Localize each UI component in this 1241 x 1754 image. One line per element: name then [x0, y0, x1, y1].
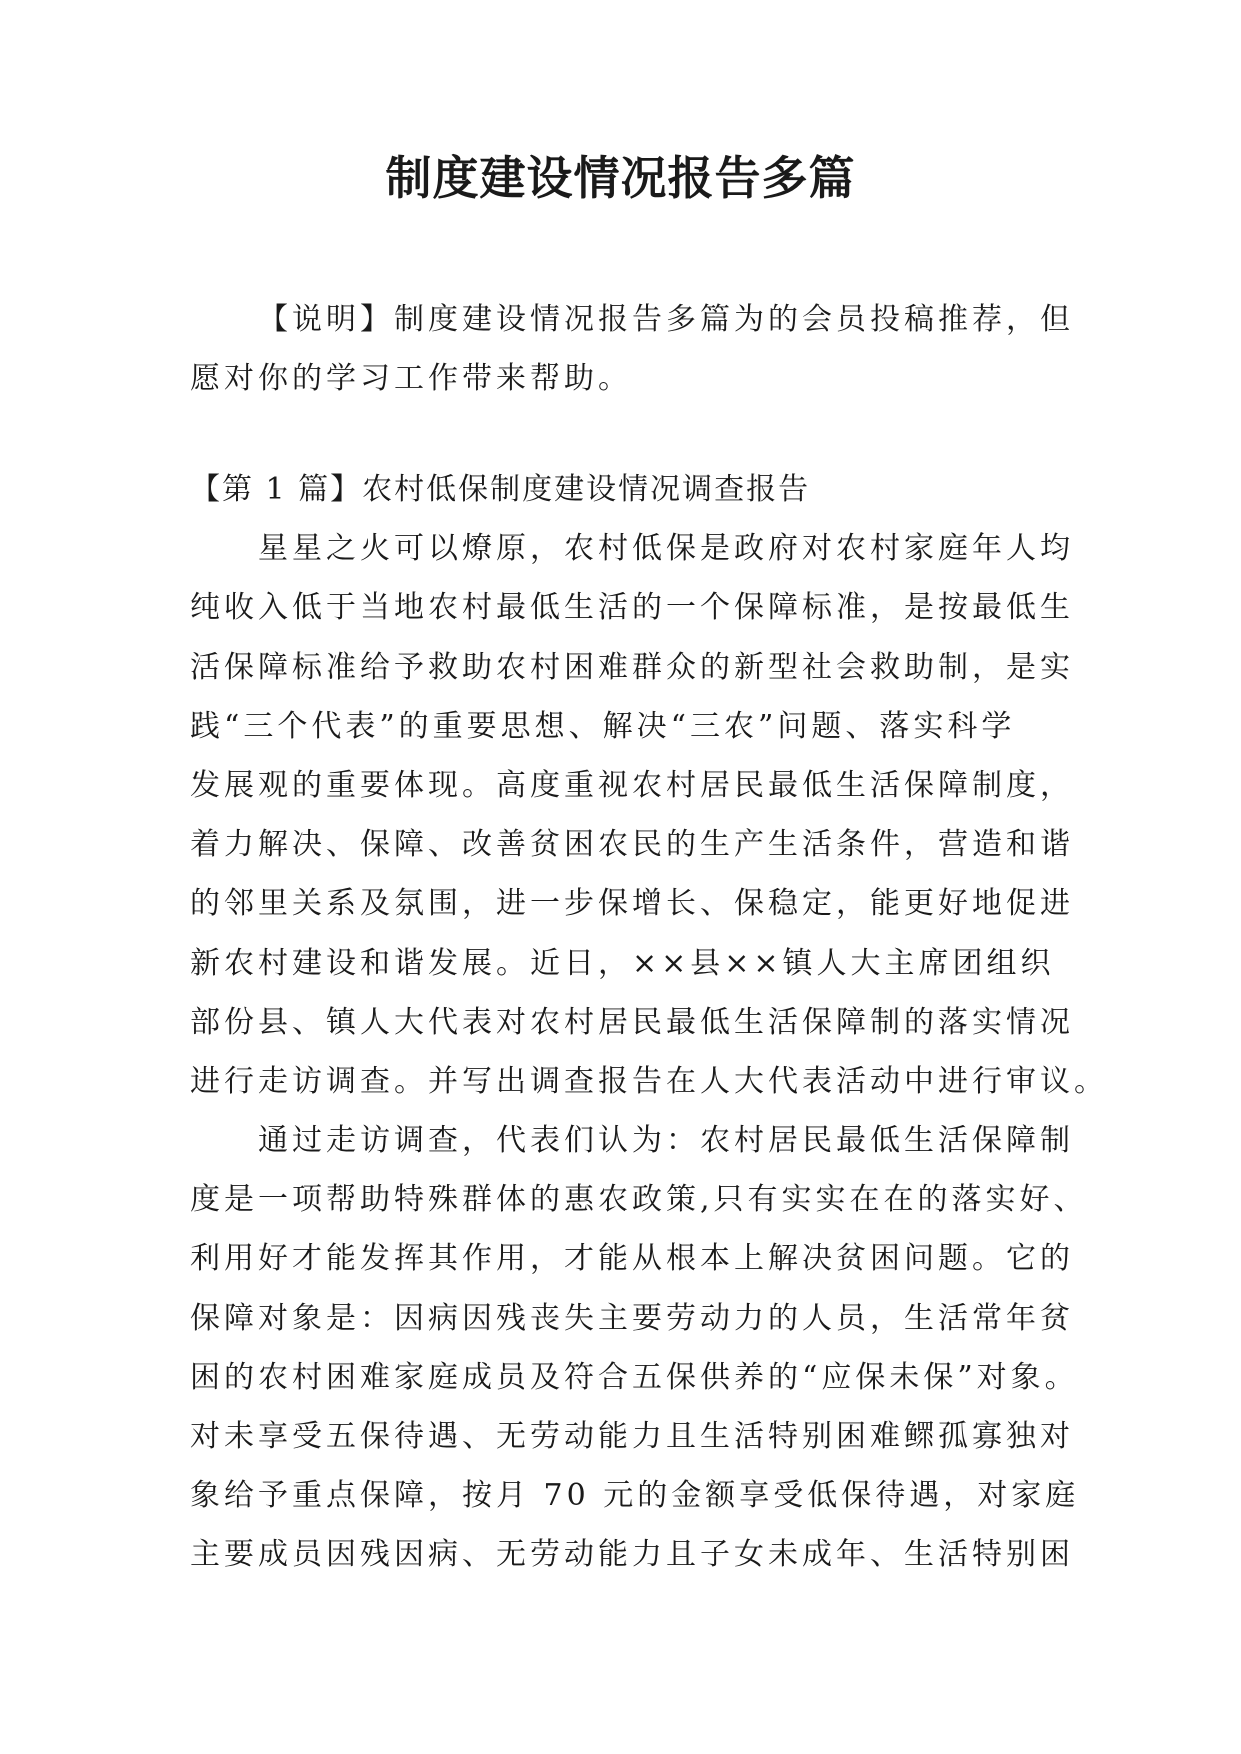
- paragraph-line: 困的农村困难家庭成员及符合五保供养的“应保未保”对象。: [190, 1359, 1079, 1395]
- paragraph-line: 的邻里关系及氛围，进一步保增长、保稳定，能更好地促进: [190, 886, 1074, 922]
- paragraph-line: 通过走访调查，代表们认为：农村居民最低生活保障制: [258, 1123, 1074, 1159]
- document-title: 制度建设情况报告多篇: [385, 151, 856, 205]
- paragraph-line: 纯收入低于当地农村最低生活的一个保障标准，是按最低生: [190, 590, 1074, 626]
- paragraph-line: 发展观的重要体现。高度重视农村居民最低生活保障制度，: [190, 767, 1074, 803]
- paragraph-line: 主要成员因残因病、无劳动能力且子女未成年、生活特别困: [190, 1537, 1074, 1573]
- paragraph-line: 着力解决、保障、改善贫困农民的生产生活条件，营造和谐: [190, 827, 1074, 863]
- section-heading: 【第 1 篇】农村低保制度建设情况调查报告: [190, 472, 811, 507]
- paragraph-line: 新农村建设和谐发展。近日，××县××镇人大主席团组织: [190, 945, 1055, 981]
- paragraph-line: 星星之火可以燎原，农村低保是政府对农村家庭年人均: [258, 531, 1074, 567]
- article-body: [190, 460, 1108, 1585]
- paragraph-line: 进行走访调查。并写出调查报告在人大代表活动中进行审议。: [190, 1063, 1108, 1099]
- paragraph-line: 部份县、镇人大代表对农村居民最低生活保障制的落实情况: [190, 1004, 1074, 1040]
- paragraph-line: 保障对象是：因病因残丧失主要劳动力的人员，生活常年贫: [190, 1300, 1074, 1336]
- paragraph-line: 度是一项帮助特殊群体的惠农政策,只有实实在在的落实好、: [190, 1182, 1088, 1218]
- paragraph-line: 象给予重点保障，按月 70 元的金额享受低保待遇，对家庭: [190, 1478, 1080, 1514]
- intro-line: 愿对你的学习工作带来帮助。: [190, 361, 632, 397]
- paragraph-line: 利用好才能发挥其作用，才能从根本上解决贫困问题。它的: [190, 1241, 1074, 1277]
- paragraph-line: 践“三个代表”的重要思想、解决“三农”问题、落实科学: [190, 708, 1016, 744]
- paragraph-line: 活保障标准给予救助农村困难群众的新型社会救助制，是实: [190, 649, 1074, 685]
- intro-line: 【说明】制度建设情况报告多篇为的会员投稿推荐，但: [258, 302, 1074, 337]
- intro-paragraph: [190, 290, 1074, 408]
- paragraph-line: 对未享受五保待遇、无劳动能力且生活特别困难鳏孤寡独对: [190, 1419, 1074, 1454]
